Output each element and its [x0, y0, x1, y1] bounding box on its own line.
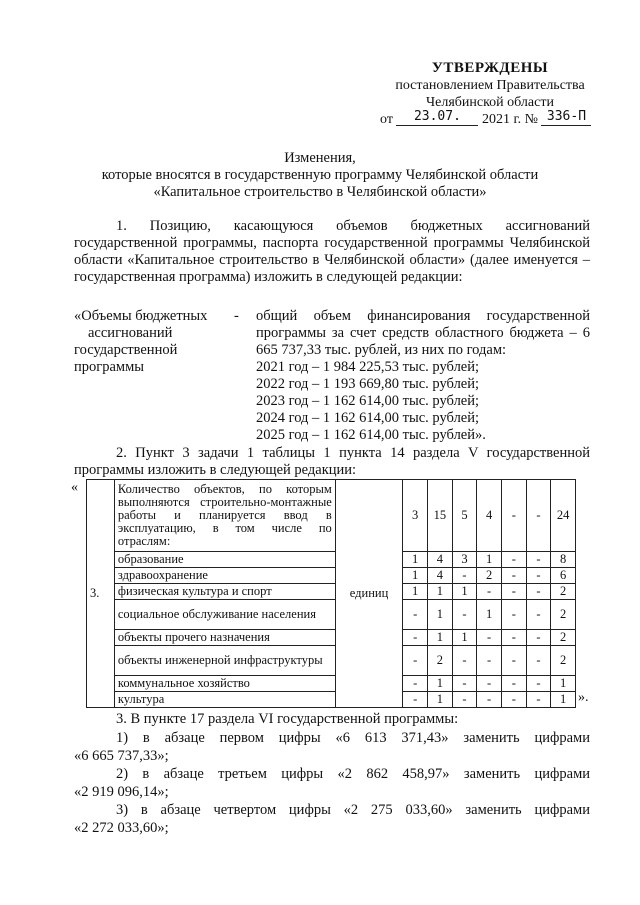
table-row-label: физическая культура и спорт [114, 584, 335, 600]
table-row [87, 584, 576, 600]
table-cell: 1 [452, 630, 477, 646]
table-cell: 2 [551, 584, 576, 600]
row-number: 3. [87, 480, 115, 708]
table-row [87, 600, 576, 630]
table-cell: - [452, 692, 477, 708]
table-cell: 1 [427, 630, 452, 646]
item-3-paragraph: 3. В пункте 17 раздела VI государственной программы: [116, 711, 459, 727]
table-cell: 4 [477, 480, 502, 552]
table-cell: - [501, 676, 526, 692]
finance-year-2023: 2023 год – 1 162 614,00 тыс. рублей; [256, 393, 480, 409]
table-cell: 1 [477, 600, 502, 630]
table-cell: 3 [452, 552, 477, 568]
table-cell: 4 [427, 568, 452, 584]
table-cell: 1 [427, 584, 452, 600]
table-cell: 15 [427, 480, 452, 552]
table-cell: 2 [551, 600, 576, 630]
table-row [87, 552, 576, 568]
table-cell: 5 [452, 480, 477, 552]
table-cell: - [501, 480, 526, 552]
table-cell: - [501, 600, 526, 630]
item-3-sub-1-line-1: 1) в абзаце первом цифры «6 613 371,43» заменить цифрами [116, 730, 590, 746]
approval-block [370, 60, 610, 129]
approval-date-line [370, 111, 610, 129]
table-cell: 2 [427, 646, 452, 676]
table-cell: - [526, 600, 551, 630]
table-cell: - [403, 676, 428, 692]
table-cell: - [403, 630, 428, 646]
finance-label-line: ассигнований [88, 325, 173, 341]
table-cell: - [501, 584, 526, 600]
table-cell: 6 [551, 568, 576, 584]
table-quote-close: ». [578, 690, 589, 705]
table-row [87, 646, 576, 676]
table-cell: 1 [477, 552, 502, 568]
item-3-sub-3-line-2: «2 272 033,60»; [74, 820, 169, 836]
table-cell: - [526, 676, 551, 692]
item-3-sub-2-line-2: «2 919 096,14»; [74, 784, 169, 800]
table-cell: - [452, 676, 477, 692]
table-row-label: образование [114, 552, 335, 568]
approval-line-1: постановлением Правительства [395, 78, 585, 93]
approval-year: 2021 г. № [481, 112, 538, 127]
table-main-label: Количество объектов, по которым выполняются строительно-монтажные работы и планируется ввод в эксплуатацию, в том числе по отраслям: [114, 480, 335, 552]
table-cell: - [501, 568, 526, 584]
finance-year-2022: 2022 год – 1 193 669,80 тыс. рублей; [256, 376, 480, 392]
table-cell: 1 [403, 584, 428, 600]
finance-year-2025: 2025 год – 1 162 614,00 тыс. рублей». [256, 427, 486, 443]
table-cell: 8 [551, 552, 576, 568]
table-cell: 1 [551, 676, 576, 692]
approval-date: 23.07. [396, 108, 478, 126]
approval-line-2: Челябинской области [426, 95, 554, 110]
table-cell: - [477, 676, 502, 692]
table-cell: 2 [551, 630, 576, 646]
finance-label-line: государственной [74, 342, 178, 358]
table-row-label: культура [114, 692, 335, 708]
table-cell: - [403, 646, 428, 676]
finance-year-2021: 2021 год – 1 984 225,53 тыс. рублей; [256, 359, 480, 375]
table-cell: 1 [427, 676, 452, 692]
table-cell: - [501, 646, 526, 676]
table-cell: - [526, 646, 551, 676]
table-row-label: объекты прочего назначения [114, 630, 335, 646]
approval-number: 336-П [541, 108, 591, 126]
table-cell: 1 [427, 600, 452, 630]
table-cell: 1 [403, 568, 428, 584]
item-2-paragraph: 2. Пункт 3 задачи 1 таблицы 1 пункта 14 раздела V государственной программы изложить в следующей редакции: [74, 445, 590, 478]
item-3-sub-2-line-1: 2) в абзаце третьем цифры «2 862 458,97» заменить цифрами [116, 766, 590, 782]
item-1-paragraph: 1. Позицию, касающуюся объемов бюджетных ассигнований государственной программы, паспорта государственной программы Челябинской области «Капитальное строительство в Челябинской области» (далее именуется – государственная программа) изложить в следующей редакции: [74, 218, 590, 285]
approval-prefix: от [380, 112, 393, 127]
table-cell: - [526, 568, 551, 584]
finance-label-line: «Объемы бюджетных [74, 308, 208, 324]
approval-title: УТВЕРЖДЕНЫ [431, 60, 549, 76]
table-cell: 1 [427, 692, 452, 708]
table-cell: - [452, 646, 477, 676]
table-row [87, 676, 576, 692]
table-cell: - [501, 692, 526, 708]
finance-label-line: программы [74, 359, 144, 375]
table-cell: 24 [551, 480, 576, 552]
document-heading [70, 150, 570, 201]
table-row [87, 630, 576, 646]
objects-table [86, 479, 576, 708]
table-row [87, 568, 576, 584]
table-cell: 1 [551, 692, 576, 708]
table-cell: 1 [403, 552, 428, 568]
table-cell: - [526, 480, 551, 552]
table-cell: - [477, 646, 502, 676]
heading-line-1: Изменения, [284, 150, 356, 166]
table-cell: 3 [403, 480, 428, 552]
table-cell: - [526, 552, 551, 568]
table-quote-open: « [71, 480, 78, 495]
table-cell: - [452, 568, 477, 584]
table-row-label: коммунальное хозяйство [114, 676, 335, 692]
table-cell: 1 [452, 584, 477, 600]
item-3-sub-3-line-1: 3) в абзаце четвертом цифры «2 275 033,60» заменить цифрами [116, 802, 590, 818]
finance-label [74, 308, 244, 376]
table-row [87, 480, 576, 552]
table-cell: 2 [551, 646, 576, 676]
table-cell: 2 [477, 568, 502, 584]
table-row-label: здравоохранение [114, 568, 335, 584]
table-cell: - [501, 552, 526, 568]
table-cell: - [501, 630, 526, 646]
table-row-label: объекты инженерной инфраструктуры [114, 646, 335, 676]
table-row [87, 692, 576, 708]
finance-summary: общий объем финансирования государственной программы за счет средств областного бюджета – 6 665 737,33 тыс. рублей, из них по годам: [256, 308, 590, 358]
table-cell: - [526, 630, 551, 646]
table-cell: - [477, 584, 502, 600]
table-cell: - [403, 600, 428, 630]
table-unit: единиц [335, 480, 403, 708]
heading-line-3: «Капитальное строительство в Челябинской области» [153, 184, 487, 200]
item-3-sub-1-line-2: «6 665 737,33»; [74, 748, 169, 764]
finance-year-2024: 2024 год – 1 162 614,00 тыс. рублей; [256, 410, 480, 426]
table-cell: - [526, 584, 551, 600]
table-cell: - [452, 600, 477, 630]
table-row-label: социальное обслуживание населения [114, 600, 335, 630]
table-cell: - [403, 692, 428, 708]
table-cell: - [477, 630, 502, 646]
heading-line-2: которые вносятся в государственную программу Челябинской области [101, 167, 539, 183]
finance-dash: - [234, 308, 239, 324]
finance-values [256, 308, 590, 444]
table-cell: - [526, 692, 551, 708]
table-cell: 4 [427, 552, 452, 568]
table-cell: - [477, 692, 502, 708]
